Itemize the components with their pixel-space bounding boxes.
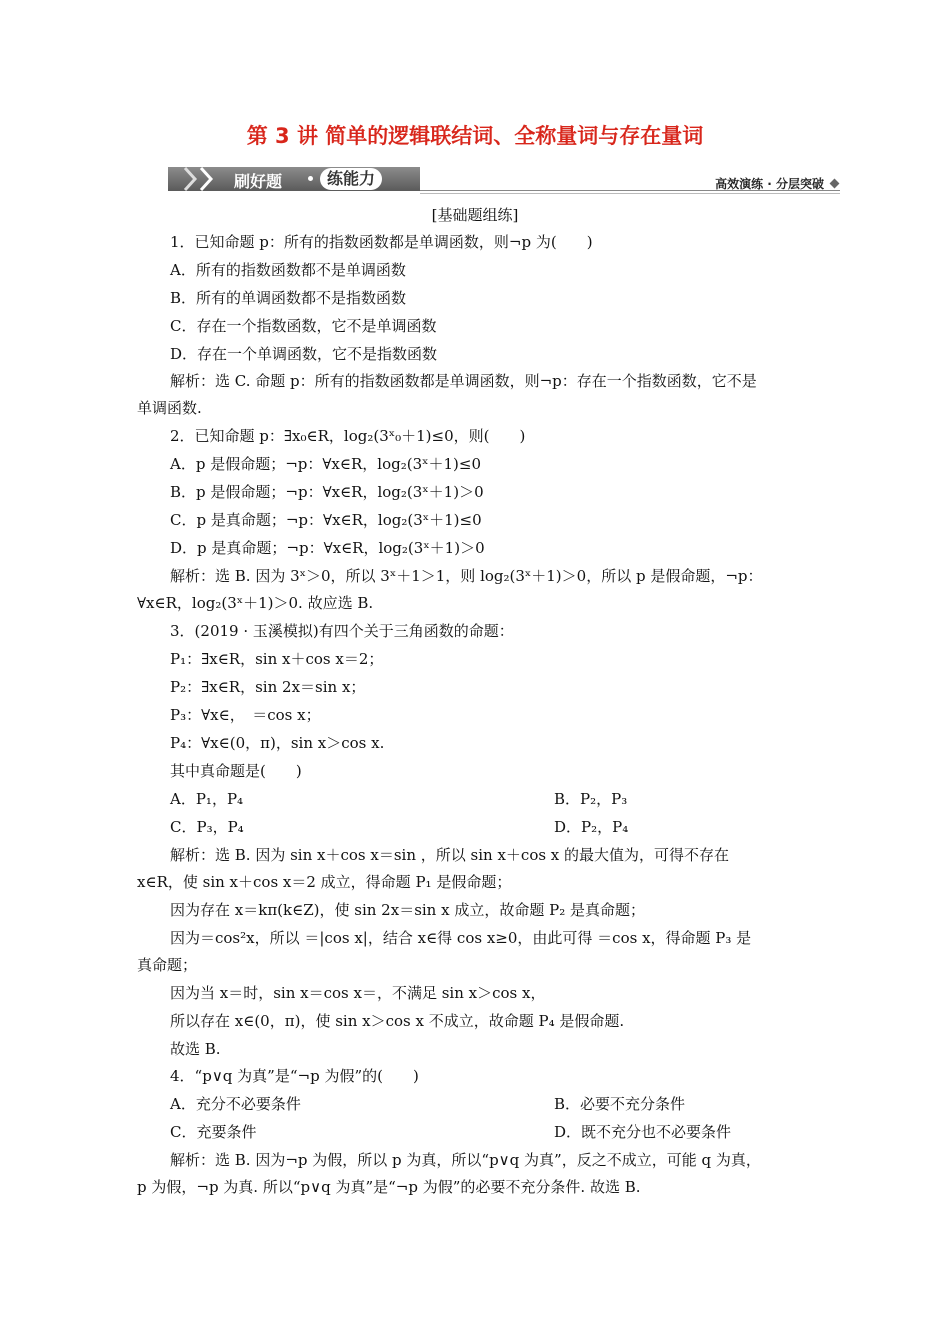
analysis-line: 解析：选 C. 命题 p：所有的指数函数都是单调函数，则¬p：存在一个指数函数，它不是 [170,372,757,390]
proposition-p2: P₂：∃x∈R，sin 2x＝sin x； [170,678,366,696]
analysis-line: 单调函数. [137,399,202,417]
banner-divider [420,193,840,194]
proposition-p3: P₃：∀x∈， ＝cos x； [170,706,321,724]
question-4: 4．“p∨q 为真”是“¬p 为假”的( ) [170,1067,419,1085]
option-d: D．存在一个单调函数，它不是指数函数 [170,345,438,363]
chevron-right-icon [198,166,214,192]
option-d: D．p 是真命题；¬p：∀x∈R，log₂(3ˣ＋1)＞0 [170,539,485,557]
option-b: B．p 是假命题；¬p：∀x∈R，log₂(3ˣ＋1)＞0 [170,483,484,501]
option-a: A．p 是假命题；¬p：∀x∈R，log₂(3ˣ＋1)≤0 [170,455,481,473]
proposition-p1: P₁：∃x∈R，sin x＋cos x＝2； [170,650,384,668]
banner-pill-label: 练能力 [326,169,375,188]
analysis-line: 因为存在 x＝kπ(k∈Z)，使 sin 2x＝sin x 成立，故命题 P₂ 是真命题； [170,901,645,919]
question-1: 1．已知命题 p：所有的指数函数都是单调函数，则¬p 为( ) [170,233,593,251]
page-title: 第 3 讲 简单的逻辑联结词、全称量词与存在量词 [246,124,704,148]
section-banner [168,165,840,195]
diamond-icon [830,179,840,189]
option-c: C．充要条件 [170,1123,257,1141]
question-2: 2．已知命题 p：∃x₀∈R，log₂(3ˣ₀＋1)≤0，则( ) [170,427,526,445]
proposition-p4: P₄：∀x∈(0，π)，sin x＞cos x. [170,734,385,752]
analysis-line: 所以存在 x∈(0，π)，使 sin x＞cos x 不成立，故命题 P₄ 是假命题. [170,1012,625,1030]
banner-dot [308,176,313,181]
option-b: B．必要不充分条件 [554,1095,686,1113]
question-3-prompt: 其中真命题是( ) [170,762,302,780]
analysis-line: 故选 B. [170,1040,221,1058]
analysis-line: 解析：选 B. 因为 sin x＋cos x＝sin ，所以 sin x＋cos x 的最大值为，可得不存在 [170,846,730,864]
analysis-line: 解析：选 B. 因为¬p 为假，所以 p 为真，所以“p∨q 为真”，反之不成立，可能 q 为真， [170,1151,761,1169]
banner-subtitle: 高效演练 · 分层突破 [715,177,824,191]
analysis-line: 因为当 x＝时，sin x＝cos x＝，不满足 sin x＞cos x， [170,984,546,1002]
analysis-line: x∈R，使 sin x＋cos x＝2 成立，得命题 P₁ 是假命题； [137,873,512,891]
option-a: A．充分不必要条件 [170,1095,301,1113]
analysis-line: ∀x∈R，log₂(3ˣ＋1)＞0. 故应选 B. [137,594,374,612]
section-label: [基础题组练] [431,206,519,224]
option-c: C．P₃，P₄ [170,818,244,836]
analysis-line: 解析：选 B. 因为 3ˣ＞0，所以 3ˣ＋1＞1，则 log₂(3ˣ＋1)＞0，所以 p 是假命题，¬p： [170,567,763,585]
analysis-line: 因为＝cos²x，所以 ＝|cos x|，结合 x∈得 cos x≥0，由此可得 ＝cos x，得命题 P₃ 是 [170,929,752,947]
chevron-right-icon [182,166,198,192]
analysis-line: 真命题； [137,956,198,974]
banner-label: 刷好题 [234,172,283,191]
analysis-line: p 为假，¬p 为真. 所以“p∨q 为真”是“¬p 为假”的必要不充分条件. 故选 B. [137,1178,641,1196]
option-a: A．P₁，P₄ [170,790,244,808]
banner-pill [320,168,382,190]
option-d: D．既不充分也不必要条件 [554,1123,732,1141]
option-b: B．所有的单调函数都不是指数函数 [170,289,407,307]
option-a: A．所有的指数函数都不是单调函数 [170,261,406,279]
option-d: D．P₂，P₄ [554,818,629,836]
option-c: C．p 是真命题；¬p：∀x∈R，log₂(3ˣ＋1)≤0 [170,511,482,529]
option-b: B．P₂，P₃ [554,790,628,808]
option-c: C．存在一个指数函数，它不是单调函数 [170,317,437,335]
question-3: 3．(2019 · 玉溪模拟)有四个关于三角函数的命题： [170,622,514,640]
